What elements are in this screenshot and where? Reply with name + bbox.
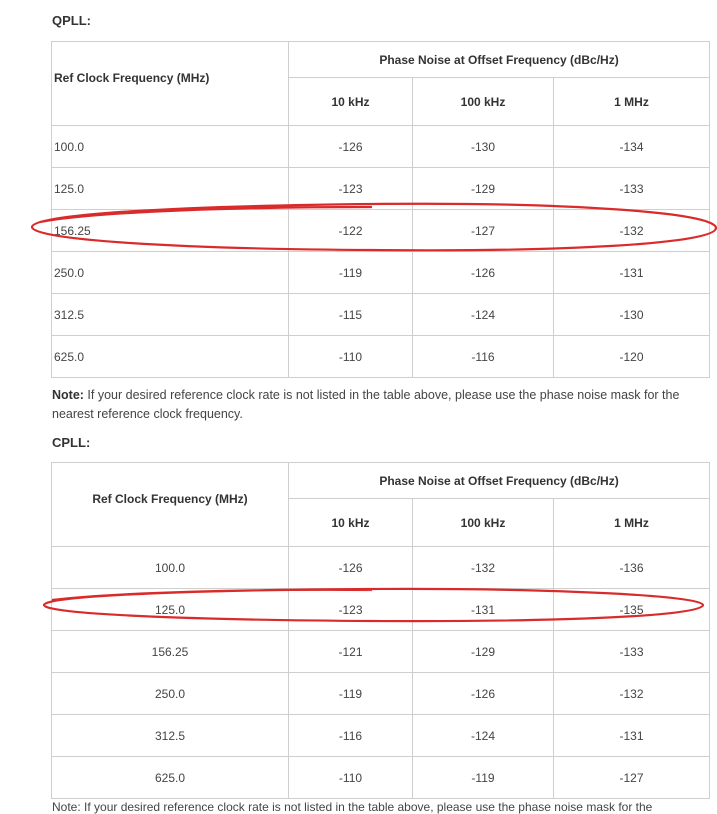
phase-noise-cell: -119: [289, 673, 413, 715]
phase-noise-cell: -127: [413, 210, 554, 252]
phase-noise-cell: -121: [289, 631, 413, 673]
table-row: [52, 168, 710, 210]
table-row: [52, 252, 710, 294]
phase-noise-cell: -126: [413, 252, 554, 294]
ref-clock-cell: 312.5: [52, 715, 289, 757]
note-body: If your desired reference clock rate is not listed in the table above, please use the phase noise mask for the nearest reference clock frequency.: [52, 388, 680, 421]
ref-clock-cell: 125.0: [52, 168, 289, 210]
ref-clock-cell: 625.0: [52, 336, 289, 378]
phase-noise-cell: -122: [289, 210, 413, 252]
ref-clock-cell: 312.5: [52, 294, 289, 336]
ref-clock-cell: 250.0: [52, 252, 289, 294]
phase-noise-cell: -132: [554, 673, 710, 715]
phase-noise-cell: -120: [554, 336, 710, 378]
cpll-table: [51, 462, 710, 799]
phase-noise-cell: -127: [554, 757, 710, 799]
table-row-highlighted: [52, 589, 710, 631]
phase-noise-cell: -132: [554, 210, 710, 252]
phase-noise-cell: -136: [554, 547, 710, 589]
table-row: [52, 673, 710, 715]
cpll-phase-noise-header: Phase Noise at Offset Frequency (dBc/Hz): [289, 463, 710, 499]
phase-noise-cell: -116: [289, 715, 413, 757]
phase-noise-cell: -131: [554, 715, 710, 757]
phase-noise-cell: -130: [413, 126, 554, 168]
qpll-ref-clock-header: Ref Clock Frequency (MHz): [52, 42, 289, 126]
qpll-offset-header: 10 kHz: [289, 78, 413, 126]
cpll-offset-header: 10 kHz: [289, 499, 413, 547]
phase-noise-cell: -110: [289, 336, 413, 378]
cpll-ref-clock-header: Ref Clock Frequency (MHz): [52, 463, 289, 547]
phase-noise-cell: -129: [413, 631, 554, 673]
phase-noise-cell: -131: [554, 252, 710, 294]
phase-noise-cell: -133: [554, 631, 710, 673]
qpll-section-label: QPLL:: [52, 13, 91, 28]
table-row: [52, 126, 710, 168]
phase-noise-cell: -135: [554, 589, 710, 631]
phase-noise-cell: -115: [289, 294, 413, 336]
cpll-offset-header: 1 MHz: [554, 499, 710, 547]
phase-noise-cell: -124: [413, 715, 554, 757]
phase-noise-cell: -126: [289, 547, 413, 589]
phase-noise-cell: -129: [413, 168, 554, 210]
cpll-offset-header: 100 kHz: [413, 499, 554, 547]
table-row-highlighted: [52, 210, 710, 252]
table-row: [52, 715, 710, 757]
qpll-offset-header: 1 MHz: [554, 78, 710, 126]
note-label: Note:: [52, 388, 84, 402]
phase-noise-cell: -131: [413, 589, 554, 631]
phase-noise-cell: -123: [289, 589, 413, 631]
phase-noise-cell: -123: [289, 168, 413, 210]
table-row: [52, 757, 710, 799]
phase-noise-cell: -116: [413, 336, 554, 378]
phase-noise-cell: -130: [554, 294, 710, 336]
ref-clock-cell: 625.0: [52, 757, 289, 799]
phase-noise-cell: -119: [413, 757, 554, 799]
note-text-cutoff: Note: If your desired reference clock rate is not listed in the table above, please use the phase noise mask for the: [52, 800, 653, 814]
table-row: [52, 294, 710, 336]
phase-noise-cell: -126: [289, 126, 413, 168]
phase-noise-cell: -119: [289, 252, 413, 294]
table-row: [52, 631, 710, 673]
ref-clock-cell: 100.0: [52, 547, 289, 589]
qpll-table: [51, 41, 710, 378]
phase-noise-cell: -134: [554, 126, 710, 168]
qpll-offset-header: 100 kHz: [413, 78, 554, 126]
phase-noise-cell: -124: [413, 294, 554, 336]
ref-clock-cell: 125.0: [52, 589, 289, 631]
ref-clock-cell: 100.0: [52, 126, 289, 168]
table-row: [52, 547, 710, 589]
ref-clock-cell: 250.0: [52, 673, 289, 715]
note-text: [52, 386, 712, 424]
cpll-section-label: CPLL:: [52, 435, 91, 450]
qpll-phase-noise-header: Phase Noise at Offset Frequency (dBc/Hz): [289, 42, 710, 78]
table-row: [52, 336, 710, 378]
phase-noise-cell: -110: [289, 757, 413, 799]
phase-noise-cell: -126: [413, 673, 554, 715]
phase-noise-cell: -132: [413, 547, 554, 589]
phase-noise-cell: -133: [554, 168, 710, 210]
ref-clock-cell: 156.25: [52, 210, 289, 252]
ref-clock-cell: 156.25: [52, 631, 289, 673]
